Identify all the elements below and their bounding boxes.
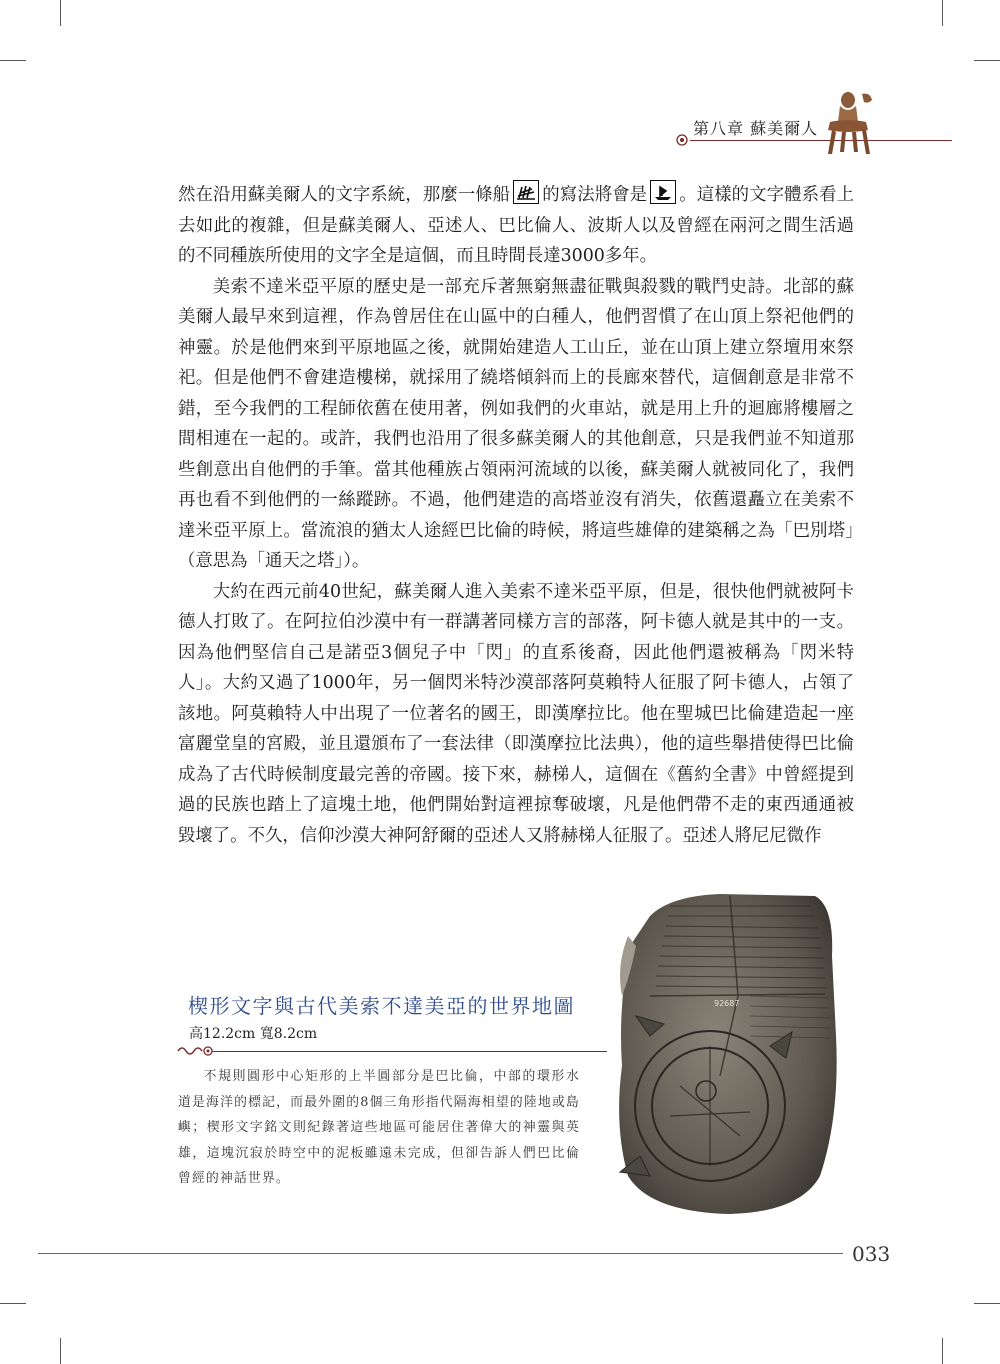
paragraph-2: 美索不達米亞平原的歷史是一部充斥著無窮無盡征戰與殺戮的戰鬥史詩。北部的蘇美爾人最早來到這裡，作為曾居住在山區中的白種人，他們習慣了在山頂上祭祀他們的神靈。於是他們來到平原地區之後，就開始建造人工山丘，並在山頂上建立祭壇用來祭祀。但是他們不會建造樓梯，就採用了繞塔傾斜而上的長廊來替代，這個創意是非常不錯，至今我們的工程師依舊在使用著，例如我們的火車站，就是用上升的迴廊將樓層之間相連在一起的。或許，我們也沿用了很多蘇美爾人的其他創意，只是我們並不知道那些創意出自他們的手筆。當其他種族占領兩河流域的以後，蘇美爾人就被同化了，我們再也看不到他們的一絲蹤跡。不過，他們建造的高塔並沒有消失，依舊還矗立在美索不達米亞平原上。當流浪的猶太人途經巴比倫的時候，將這些雄偉的建築稱之為「巴別塔」（意思為「通天之塔」）。 [178,276,854,571]
paragraph-1 [178,180,854,272]
crop-mark-bottom-left-h [0,1303,26,1304]
ship-cuneiform-icon [513,180,539,204]
footer-rule [38,1253,843,1254]
caption-title: 楔形文字與古代美索不達美亞的世界地圖 [188,994,575,1018]
crop-mark-bottom-right-h [974,1303,1000,1304]
caption-rule [212,1051,607,1052]
chapter-title: 第八章 蘇美爾人 [693,119,819,138]
caption-text [178,1064,580,1192]
tablet-museum-label: 92687 [714,999,740,1008]
paragraph-1-part-a: 然在沿用蘇美爾人的文字系統，那麼一條船 [178,185,511,205]
crop-mark-top-left [60,0,61,26]
babylonian-map-tablet-image [610,876,850,1216]
ship-pictograph-icon [650,180,676,204]
paragraph-3: 大約在西元前40世紀，蘇美爾人進入美索不達米亞平原，但是，很快他們就被阿卡德人打敗了。在阿拉伯沙漠中有一群講著同樣方言的部落，阿卡德人就是其中的一支。因為他們堅信自己是諾亞3個兒子中「閃」的直系後裔，因此他們還被稱為「閃米特人」。大約又過了1000年，另一個閃米特沙漠部落阿莫賴特人征服了阿卡德人，占領了該地。阿莫賴特人中出現了一位著名的國王，即漢摩拉比。他在聖城巴比倫建造起一座富麗堂皇的宮殿，並且還頒布了一套法律（即漢摩拉比法典），他的這些舉措使得巴比倫成為了古代時候制度最完善的帝國。接下來，赫梯人，這個在《舊約全書》中曾經提到過的民族也踏上了這塊土地，他們開始對這裡掠奪破壞，凡是他們帶不走的東西通通被毀壞了。不久，信仰沙漠大神阿舒爾的亞述人又將赫梯人征服了。亞述人將尼尼微作 [178,581,854,846]
swirl-ornament-icon [675,133,689,147]
crop-mark-bottom-right [942,1338,943,1364]
crop-mark-top-right-h [974,60,1000,61]
main-text [178,180,854,851]
scroll-ornament-icon [176,1043,216,1059]
crop-mark-top-right [942,0,943,26]
caption-dimensions: 高12.2cm 寬8.2cm [189,1026,318,1042]
crop-mark-bottom-left [60,1338,61,1364]
bronze-figurine-image [818,88,876,160]
crop-mark-top-left-h [0,60,26,61]
caption-paragraph: 不規則圓形中心矩形的上半圓部分是巴比倫，中部的環形水道是海洋的標記，而最外圍的8個三角形指代隔海相望的陸地或島嶼；楔形文字銘文則紀錄著這些地區可能居住著偉大的神靈與英雄，這塊沉寂於時空中的泥板雖遠未完成，但卻告訴人們巴比倫曾經的神話世界。 [178,1069,580,1186]
page-number: 033 [852,1242,891,1266]
paragraph-1-part-b: 的寫法將會是 [542,185,648,205]
paragraph-1-part-c: 。這樣的文字體系看上去如此的複雜，但是蘇美爾人、亞述人、巴比倫人、波斯人以及曾經在兩河之間生活過的不同種族所使用的文字全是這個，而且時間長達3000多年。 [178,185,854,266]
